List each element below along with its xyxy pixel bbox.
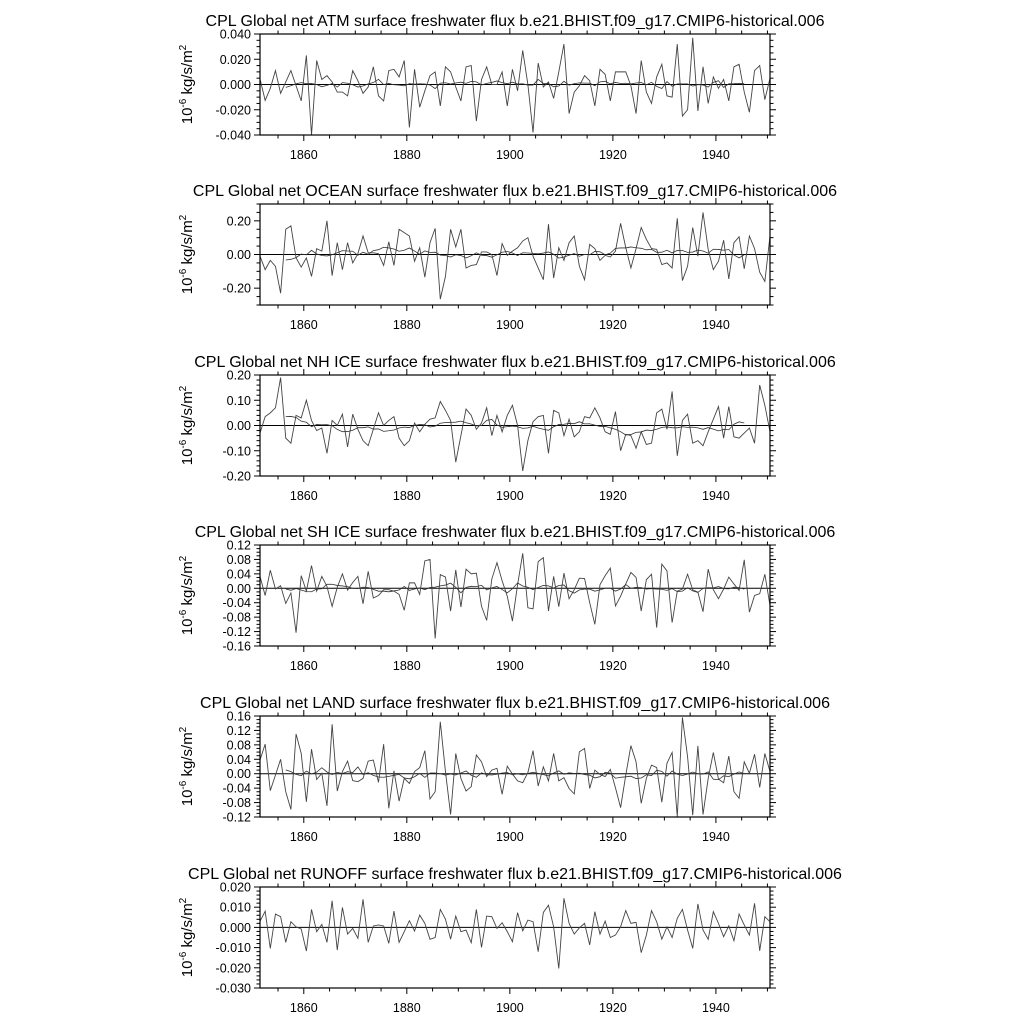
x-tick-label: 1920 (598, 148, 627, 162)
x-tick-label: 1880 (392, 659, 421, 673)
panel-2 (178, 183, 837, 332)
y-tick-label: 0.08 (226, 552, 251, 567)
y-tick-label: 0.010 (219, 900, 251, 915)
y-tick-label: -0.16 (222, 639, 251, 654)
y-tick-label: 0.000 (219, 78, 251, 92)
y-tick-label: -0.12 (222, 625, 251, 640)
x-tick-label: 1880 (392, 318, 421, 332)
x-tick-label: 1900 (495, 1001, 524, 1015)
y-axis-label-unit: kg/s/m (179, 903, 196, 952)
y-axis-label (178, 897, 196, 977)
x-tick-label: 1940 (702, 148, 730, 162)
y-tick-label: 0.12 (226, 538, 251, 553)
x-tick-label: 1860 (289, 489, 318, 503)
x-tick-label: 1940 (702, 489, 730, 503)
y-axis-label (178, 726, 196, 806)
x-tick-label: 1860 (289, 830, 318, 844)
y-tick-label: -0.20 (222, 469, 251, 484)
y-axis-label-unit_exp: 2 (178, 385, 189, 392)
y-tick-label: 0.12 (226, 723, 251, 738)
x-tick-label: 1920 (598, 830, 627, 844)
y-tick-label: 0.04 (226, 752, 251, 767)
x-tick-label: 1900 (495, 148, 524, 162)
y-axis-label (178, 385, 196, 465)
y-tick-label: 0.20 (226, 214, 251, 229)
series-line-annual (260, 212, 770, 299)
y-tick-label: 0.08 (226, 738, 251, 753)
x-tick-label: 1920 (598, 659, 627, 673)
panel-1 (178, 13, 825, 162)
y-axis-label-unit: kg/s/m (179, 220, 196, 269)
plot-frame (260, 545, 770, 646)
series-line-annual (260, 378, 770, 471)
y-tick-label: 0.00 (226, 767, 251, 782)
y-axis-label-unit: kg/s/m (179, 391, 196, 440)
y-tick-label: -0.12 (222, 810, 251, 825)
y-axis-label (178, 555, 196, 635)
y-axis-label-base: 10 (179, 448, 196, 466)
y-axis-label (178, 214, 196, 294)
y-axis-label-exp: -6 (178, 609, 189, 619)
x-tick-label: 1920 (598, 318, 627, 332)
y-tick-label: -0.08 (222, 610, 251, 625)
chart-title: CPL Global net RUNOFF surface freshwater flux b.e21.BHIST.f09_g17.CMIP6-historical.006 (188, 866, 842, 883)
x-tick-label: 1920 (598, 1001, 627, 1015)
plot-frame (260, 887, 770, 988)
y-axis-label-exp: -6 (178, 951, 189, 961)
y-axis-label-unit_exp: 2 (178, 214, 189, 221)
y-axis-label-unit: kg/s/m (179, 732, 196, 781)
y-tick-label: 0.000 (219, 920, 251, 935)
x-tick-label: 1880 (392, 830, 421, 844)
y-tick-label: 0.04 (226, 567, 251, 582)
y-axis-label-unit: kg/s/m (179, 50, 196, 99)
y-axis-label-base: 10 (179, 789, 196, 807)
panel-6 (178, 866, 842, 1015)
x-tick-label: 1940 (702, 659, 730, 673)
x-tick-label: 1940 (702, 830, 730, 844)
x-tick-label: 1900 (495, 318, 524, 332)
series-line-annual (260, 717, 770, 816)
y-axis-label-unit_exp: 2 (178, 726, 189, 733)
y-axis-label-base: 10 (179, 960, 196, 978)
x-tick-label: 1940 (702, 1001, 730, 1015)
y-tick-label: -0.020 (215, 103, 251, 118)
x-tick-label: 1920 (598, 489, 627, 503)
y-tick-label: 0.00 (226, 419, 251, 433)
y-tick-label: 0.020 (219, 880, 251, 895)
y-tick-label: -0.04 (222, 781, 251, 796)
x-tick-label: 1900 (495, 830, 524, 844)
y-tick-label: 0.00 (226, 248, 251, 262)
y-axis-label-exp: -6 (178, 780, 189, 790)
series-line-annual (260, 898, 770, 968)
y-tick-label: -0.020 (215, 961, 251, 976)
x-tick-label: 1940 (702, 318, 730, 332)
y-tick-label: -0.20 (222, 281, 251, 296)
series-line-smoothed (286, 247, 744, 260)
chart-title: CPL Global net NH ICE surface freshwater flux b.e21.BHIST.f09_g17.CMIP6-historical.006 (194, 354, 836, 371)
y-axis-label-exp: -6 (178, 439, 189, 449)
y-axis-label-unit_exp: 2 (178, 897, 189, 904)
y-tick-label: -0.04 (222, 596, 251, 611)
x-tick-label: 1860 (289, 148, 318, 162)
y-axis-label-base: 10 (179, 618, 196, 636)
chart-title: CPL Global net LAND surface freshwater flux b.e21.BHIST.f09_g17.CMIP6-historical.006 (200, 695, 830, 712)
y-axis-label-unit: kg/s/m (179, 561, 196, 610)
x-tick-label: 1860 (289, 659, 318, 673)
y-tick-label: -0.08 (222, 796, 251, 811)
x-tick-label: 1900 (495, 659, 524, 673)
chart-title: CPL Global net ATM surface freshwater flux b.e21.BHIST.f09_g17.CMIP6-historical.006 (205, 13, 825, 30)
y-axis-label (178, 44, 196, 124)
y-tick-label: 0.00 (226, 581, 251, 596)
y-tick-label: -0.10 (222, 444, 251, 459)
y-axis-label-unit_exp: 2 (178, 44, 189, 51)
y-tick-label: -0.030 (215, 981, 251, 996)
panel-4 (178, 524, 835, 673)
y-tick-label: -0.040 (215, 128, 251, 143)
x-tick-label: 1880 (392, 489, 421, 503)
y-axis-label-exp: -6 (178, 98, 189, 108)
y-axis-label-unit_exp: 2 (178, 555, 189, 562)
chart-title: CPL Global net SH ICE surface freshwater flux b.e21.BHIST.f09_g17.CMIP6-historical.006 (194, 524, 836, 541)
y-tick-label: 0.16 (226, 709, 251, 724)
chart-title: CPL Global net OCEAN surface freshwater flux b.e21.BHIST.f09_g17.CMIP6-historical.006 (192, 183, 838, 200)
y-tick-label: 0.020 (219, 52, 251, 67)
series-line-annual (260, 553, 770, 638)
x-tick-label: 1880 (392, 148, 421, 162)
y-axis-label-base: 10 (179, 277, 196, 295)
x-tick-label: 1900 (495, 489, 524, 503)
y-tick-label: -0.010 (215, 941, 251, 956)
x-tick-label: 1880 (392, 1001, 421, 1015)
x-tick-label: 1860 (289, 318, 318, 332)
y-tick-label: 0.10 (226, 393, 251, 408)
y-tick-label: 0.040 (219, 27, 251, 42)
y-axis-label-base: 10 (179, 107, 196, 125)
y-axis-label-exp: -6 (178, 268, 189, 278)
y-tick-label: 0.20 (226, 368, 251, 383)
panel-3 (178, 354, 836, 503)
x-tick-label: 1860 (289, 1001, 318, 1015)
panel-5 (178, 695, 830, 844)
